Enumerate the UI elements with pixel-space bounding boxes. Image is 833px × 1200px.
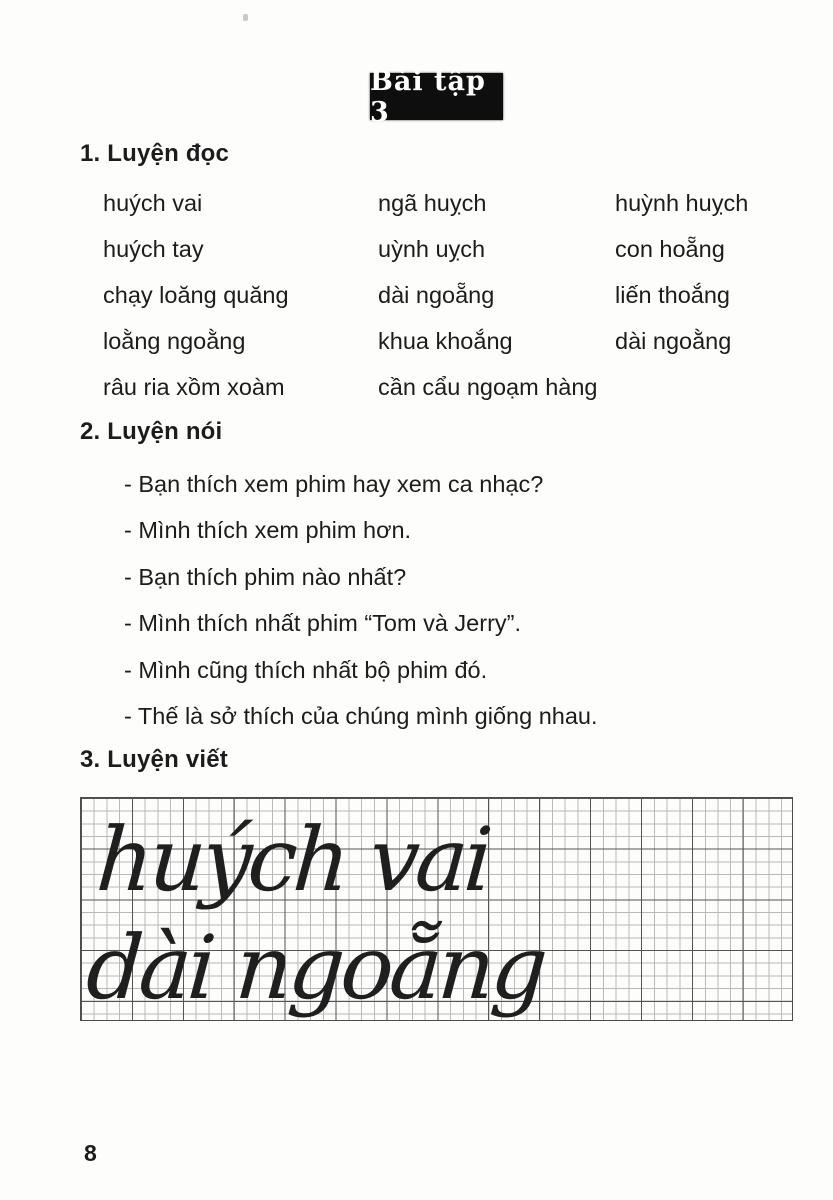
dialogue-line: - Mình cũng thích nhất bộ phim đó. [124, 656, 488, 683]
handwriting-practice-grid [80, 797, 793, 1021]
reading-word: liến thoắng [615, 281, 730, 308]
dialogue-line: - Mình thích xem phim hơn. [124, 517, 412, 544]
reading-word: ngã huỵch [378, 189, 487, 216]
lesson-title-badge [370, 65, 503, 128]
reading-word [615, 364, 803, 410]
reading-word: râu ria xồm xoàm [103, 373, 285, 400]
reading-word: khua khoắng [378, 327, 513, 354]
reading-word: cần cẩu ngoạm hàng [378, 373, 598, 400]
dialogue-line: - Thế là sở thích của chúng mình giống nhau. [124, 703, 598, 730]
lesson-title: Bài tập 3 [370, 65, 486, 128]
handwriting-sample: dài ngoẵng [83, 916, 548, 1019]
writing-section-heading: 3. Luyện viết [80, 746, 228, 773]
handwriting-sample: huých vai [93, 808, 492, 911]
reading-word: huých tay [103, 235, 204, 262]
page-number: 8 [84, 1140, 97, 1166]
reading-word: dài ngoằng [615, 327, 732, 354]
reading-word: huých vai [103, 189, 203, 216]
reading-word-grid [103, 180, 803, 410]
speaking-section-heading: 2. Luyện nói [80, 418, 223, 445]
reading-word: huỳnh huỵch [615, 189, 749, 216]
dialogue-line: - Bạn thích phim nào nhất? [124, 563, 407, 590]
reading-word: loằng ngoằng [103, 327, 246, 354]
dialogue-line: - Mình thích nhất phim “Tom và Jerry”. [124, 610, 522, 637]
dialogue-line: - Bạn thích xem phim hay xem ca nhạc? [124, 470, 544, 497]
scan-dust-speck [243, 14, 248, 21]
speaking-dialogue-list [124, 461, 598, 740]
reading-word: chạy loăng quăng [103, 281, 289, 308]
reading-word: con hoẵng [615, 235, 725, 262]
reading-word: uỳnh uỵch [378, 235, 486, 262]
reading-section-heading: 1. Luyện đọc [80, 140, 230, 167]
reading-word: dài ngoẵng [378, 281, 495, 308]
